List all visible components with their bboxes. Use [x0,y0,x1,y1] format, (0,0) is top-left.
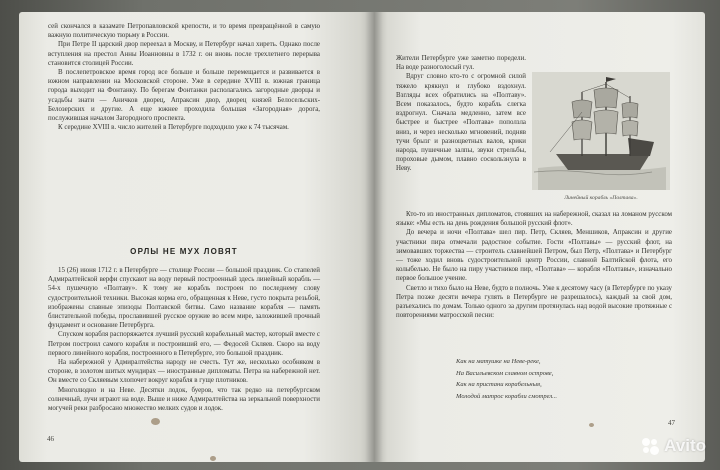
paragraph: Светло и тихо было на Неве, будто в полночь. Уже к десятому часу (в Петербурге по указу Петра позже десяти вечера гулять в Петербурге не разрешалось), каждый за свой дом, разъехались по домам. Только одного за другим протянулась над водой высокие протяжные с повторениями матросской песни: [396,284,672,320]
book-spine [365,12,383,462]
song-verse [456,356,646,402]
paper-stain [210,456,216,461]
right-page [374,12,705,462]
paragraph: В послепетровское время город все больше и больше перемещается и развивается в южном направлении на Московской стороне. Уже в середине XVIII в. южная граница города выходит на Фонтанку. По берегам Фонтанки располагались загородные дворцы и усадьбы знати — Аничков дворец, Апраксин двор, дворец князей Белосельских-Белозерских и другие. А еще южнее проходила большая «Загородная» дорога, послужившая началом Загородного проспекта. [48,69,320,123]
left-page [19,12,374,462]
left-page-top-text [48,22,320,132]
page-number: 47 [668,419,675,427]
paragraph: Многолюдно и на Неве. Десятки лодок, буеров, что так редко на петербургском солнечный, лучи играют на воде. Выше и ниже Адмиралтейства на зеркальной поверхности могучей реки разбросано множество мелких судов и лодок. [48,386,320,413]
paragraph: сей скончался в казамате Петропавловской крепости, и то время превращённой в самую важную политическую тюрьму в России. [48,23,320,40]
verse-line: Как на пристани корабельныя, [456,381,542,388]
paragraph: Спуском корабля распоряжается лучший русский корабельный мастер, который вместе с Петром построил самого корабля и построивший его, — Федосей Скляев. Скоро на воду первого линейного корабля, построенного в Петербурге, это большой праздник. [48,331,320,357]
sailing-ship-icon [532,72,670,190]
ship-illustration [532,72,670,190]
paragraph: До вечера и ночи «Полтава» шел пир. Петр, Скляев, Меншиков, Апраксин и другие участники пира отмечали радостное событие. Гости «Полтавы» — русский флот, на зимовавших торжества — строитель славнейшей Петром, был Петр, «Полтава» и Петербург — тоже ходил вновь судостроительной центр России, славной Балтийской флота, его колыбелью. Не было на пиру участников пир, «Полтава» — корабля «Полтавы», изначально первое большое учение. [396,229,672,283]
avito-logo-icon [640,436,660,456]
paragraph: Вдруг словно кто-то с огромной силой тяжело крякнул и глубоко вздохнул. Взгляды всех обратились на «Полтаву». Всем показалось, будто корабль слегка вздрогнул. Сначала медленно, затем все быстрее и быстрее «Полтава» поползла вниз, и через несколько мгновений, подняв тучи брызг и разноцветных валов, крики народа, пушечные залпы, звуки стрельбы, пороховые дымом, плавно соскользнула в Неву. [396,73,526,173]
paper-stain [151,418,160,425]
right-page-body-text [396,210,672,320]
paragraph: При Петре II царский двор переехал в Москву, и Петербург начал хиреть. Однако после вступления на престол Анны Иоанновны в 1732 г. он вновь после трехлетнего перерыва становится столицей России. [48,41,320,67]
paragraph: Жители Петербурге уже заметно поредели. На воде разноголосый гул. [396,55,526,72]
verse-line: На Васильевском славном острове, [456,369,554,377]
paragraph: К середине XVIII в. число жителей в Петербурге подходило уже к 74 тысячам. [58,124,289,132]
watermark-text: Avito [664,436,706,455]
right-page-column-text [396,54,526,174]
avito-watermark [640,436,706,456]
paper-stain [589,423,594,427]
paragraph: 15 (26) июня 1712 г. в Петербурге — столице России — большой праздник. Со стапелей Адмиралтейской верфи спускают на воду первый построенный здесь линейный корабль — 54-х пушечную «Полтаву». К тому же корабль построен по последнему слову судостроительной техники. Высокая корма его, обращенная к Неве, густо покрыта резьбой, изображены славные эпизоды Полтавской битвы. Само название корабля — память блистательной победы, прославившей русское оружие во всем мире, заложившей прочный фундамент и основание Петербурга. [48,267,320,330]
verse-line: Как на матушке на Неве-реке, [456,358,541,365]
open-book [13,8,707,464]
page-number: 46 [47,435,54,443]
left-page-body-text [48,266,320,413]
paragraph: Кто-то из иностранных дипломатов, стоявших на набережной, сказал на ломаном русском языке: «Мы есть на день рождения большой русский флот». [396,211,672,228]
verse-line: Молодой матрос корабли смотрел... [456,392,558,400]
paragraph: На набережной у Адмиралтейства народу не счесть. Тут же, несколько особняком в стороне, в золотом шитых мундирах — иностранные дипломаты. Петра на набережной нет. Он вместе со Скляевым хлопочет вокруг корабля в гуще плотников. [48,359,320,385]
illustration-caption: Линейный корабль «Полтава». [564,195,638,201]
section-heading: ОРЛЫ НЕ МУХ ЛОВЯТ [130,247,238,256]
